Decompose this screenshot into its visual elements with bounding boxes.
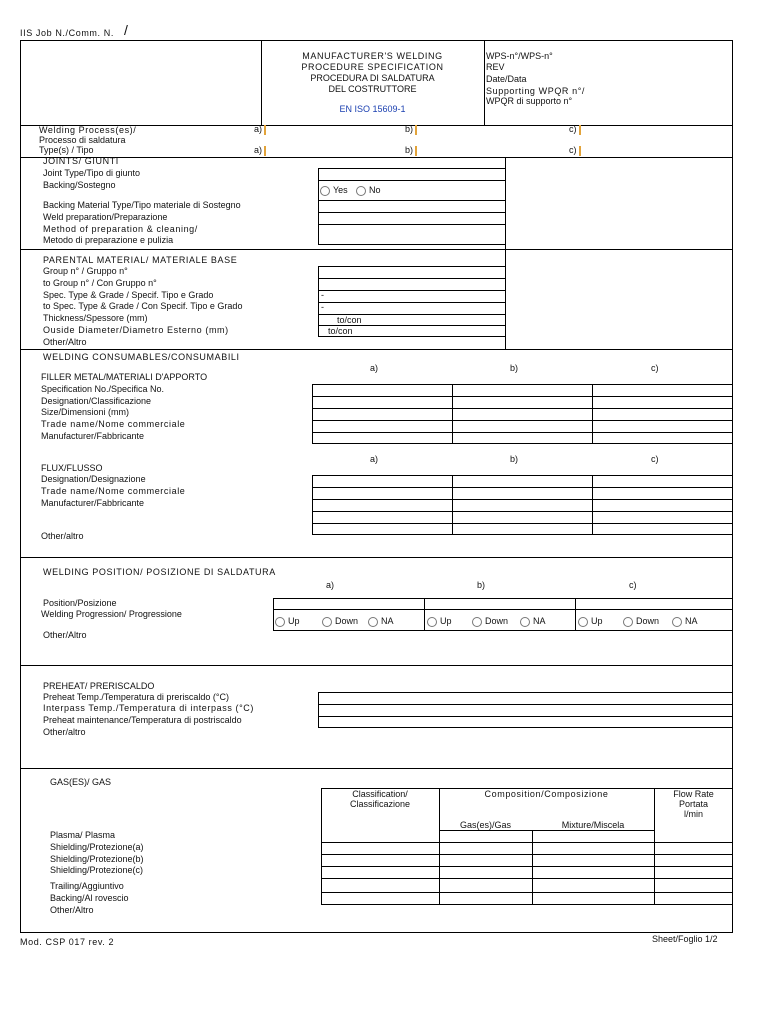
radio-icon bbox=[322, 617, 332, 627]
radio-icon bbox=[623, 617, 633, 627]
spec-type-field[interactable]: - bbox=[318, 290, 506, 303]
progression-label: Welding Progression/ Progressione bbox=[41, 609, 182, 619]
radio-icon bbox=[368, 617, 378, 627]
size-label: Size/Dimensioni (mm) bbox=[41, 407, 130, 417]
filler-col-a: a) bbox=[370, 363, 379, 373]
joint-type-label: Joint Type/Tipo di giunto bbox=[43, 168, 141, 178]
gas-row-other: Other/Altro bbox=[50, 905, 94, 915]
specification-label: Specification No./Specifica No. bbox=[41, 384, 165, 394]
gas-col-gases: Gas(es)/Gas bbox=[459, 820, 511, 830]
position-label: Position/Posizione bbox=[43, 598, 117, 608]
title-line-1: MANUFACTURER'S WELDING bbox=[302, 51, 443, 61]
filler-grid[interactable] bbox=[312, 384, 733, 444]
flux-manufacturer-label: Manufacturer/Fabbricante bbox=[41, 498, 145, 508]
process-field-c[interactable]: c) bbox=[569, 124, 582, 135]
position-col-c: c) bbox=[629, 580, 637, 590]
radio-icon bbox=[672, 617, 682, 627]
welding-process-label-it: Processo di saldatura bbox=[39, 135, 126, 145]
filler-col-c: c) bbox=[651, 363, 659, 373]
form-code: Mod. CSP 017 rev. 2 bbox=[20, 937, 115, 947]
job-slash: / bbox=[124, 22, 128, 38]
radio-icon bbox=[520, 617, 530, 627]
backing-material-label: Backing Material Type/Tipo materiale di Sostegno bbox=[43, 200, 241, 210]
progression-a-down[interactable]: Down bbox=[322, 616, 358, 627]
group-label: Group n° / Gruppo n° bbox=[43, 266, 128, 276]
type-field-a[interactable]: a) bbox=[254, 145, 267, 156]
sheet-number: Sheet/Foglio 1/2 bbox=[652, 934, 718, 944]
type-field-b[interactable]: b) bbox=[405, 145, 418, 156]
title-line-3: PROCEDURA DI SALDATURA bbox=[310, 73, 435, 83]
method-preparation-label: Method of preparation & cleaning/ bbox=[43, 224, 198, 234]
weld-preparation-label: Weld preparation/Preparazione bbox=[43, 212, 168, 222]
type-label: Type(s) / Tipo bbox=[39, 145, 94, 155]
gas-col-flow-it: Portata bbox=[678, 799, 709, 809]
outside-diameter-label: Ouside Diameter/Diametro Esterno (mm) bbox=[43, 325, 229, 335]
preheat-heading: PREHEAT/ PRERISCALDO bbox=[43, 681, 155, 691]
flux-col-a: a) bbox=[370, 454, 379, 464]
parent-material-heading: PARENTAL MATERIAL/ MATERIALE BASE bbox=[43, 255, 238, 265]
gas-col-flow: Flow Rate bbox=[673, 789, 714, 799]
radio-icon bbox=[275, 617, 285, 627]
welding-process-label: Welding Process(es)/ bbox=[39, 125, 137, 135]
gas-heading: GAS(ES)/ GAS bbox=[50, 777, 112, 787]
gas-row-backing: Backing/Al rovescio bbox=[50, 893, 129, 903]
title-line-2: PROCEDURE SPECIFICATION bbox=[301, 62, 444, 72]
gas-col-composition: Composition/Composizione bbox=[484, 789, 609, 799]
progression-c-na[interactable]: NA bbox=[672, 616, 698, 627]
interpass-temp-label: Interpass Temp./Temperatura di interpass (°C) bbox=[43, 703, 255, 713]
progression-b-up[interactable]: Up bbox=[427, 616, 452, 627]
method-preparation-label-it: Metodo di preparazione e pulizia bbox=[43, 235, 174, 245]
supporting-wpqr-label-it: WPQR di supporto n° bbox=[486, 96, 573, 106]
progression-b-na[interactable]: NA bbox=[520, 616, 546, 627]
flux-col-b: b) bbox=[510, 454, 519, 464]
consumables-heading: WELDING CONSUMABLES/CONSUMABILI bbox=[43, 352, 240, 362]
title-line-4: DEL COSTRUTTORE bbox=[328, 84, 417, 94]
gas-row-shielding-b: Shielding/Protezione(b) bbox=[50, 854, 144, 864]
progression-a-na[interactable]: NA bbox=[368, 616, 394, 627]
backing-label: Backing/Sostegno bbox=[43, 180, 116, 190]
radio-icon bbox=[578, 617, 588, 627]
position-col-b: b) bbox=[477, 580, 486, 590]
gas-row-shielding-a: Shielding/Protezione(a) bbox=[50, 842, 144, 852]
process-field-b[interactable]: b) bbox=[405, 124, 418, 135]
gas-col-mixture: Mixture/Miscela bbox=[561, 820, 625, 830]
parent-other-label: Other/Altro bbox=[43, 337, 87, 347]
gas-row-shielding-c: Shielding/Protezione(c) bbox=[50, 865, 144, 875]
gas-col-classification-it: Classificazione bbox=[349, 799, 411, 809]
gas-col-classification: Classification/ bbox=[352, 789, 408, 799]
position-col-a: a) bbox=[326, 580, 335, 590]
progression-a-up[interactable]: Up bbox=[275, 616, 300, 627]
position-other-label: Other/Altro bbox=[43, 630, 87, 640]
supporting-wpqr-label: Supporting WPQR n°/ bbox=[486, 86, 586, 96]
gas-row-plasma: Plasma/ Plasma bbox=[50, 830, 116, 840]
preheat-grid[interactable] bbox=[318, 692, 733, 728]
manufacturer-label: Manufacturer/Fabbricante bbox=[41, 431, 145, 441]
thickness-field[interactable]: to/con bbox=[318, 314, 506, 326]
job-number-label: IIS Job N./Comm. N. bbox=[20, 28, 114, 38]
type-field-c[interactable]: c) bbox=[569, 145, 582, 156]
consumables-other-label: Other/altro bbox=[41, 531, 84, 541]
joints-heading: JOINTS/ GIUNTI bbox=[43, 156, 119, 166]
radio-icon bbox=[427, 617, 437, 627]
preheat-temp-label: Preheat Temp./Temperatura di preriscaldo (°C) bbox=[43, 692, 230, 702]
progression-b-down[interactable]: Down bbox=[472, 616, 508, 627]
flux-trade-name-label: Trade name/Nome commerciale bbox=[41, 486, 186, 496]
flux-grid[interactable] bbox=[312, 475, 733, 535]
filler-col-b: b) bbox=[510, 363, 519, 373]
gas-row-trailing: Trailing/Aggiuntivo bbox=[50, 881, 124, 891]
rev-label: REV bbox=[486, 62, 505, 72]
preheat-other-label: Other/altro bbox=[43, 727, 86, 737]
progression-c-up[interactable]: Up bbox=[578, 616, 603, 627]
flux-col-c: c) bbox=[651, 454, 659, 464]
preheat-maintenance-label: Preheat maintenance/Temperatura di postriscaldo bbox=[43, 715, 242, 725]
position-heading: WELDING POSITION/ POSIZIONE DI SALDATURA bbox=[43, 567, 276, 577]
radio-icon bbox=[356, 186, 366, 196]
method-preparation-field[interactable] bbox=[318, 224, 506, 245]
standard-label: EN ISO 15609-1 bbox=[339, 104, 406, 114]
radio-icon bbox=[472, 617, 482, 627]
to-spec-type-label: to Spec. Type & Grade / Con Specif. Tipo e Grado bbox=[43, 301, 243, 311]
progression-c-down[interactable]: Down bbox=[623, 616, 659, 627]
gas-col-flow-unit: l/min bbox=[683, 809, 703, 819]
to-spec-type-field[interactable]: - bbox=[318, 302, 506, 315]
process-field-a[interactable]: a) bbox=[254, 124, 267, 135]
flux-designation-label: Designation/Designazione bbox=[41, 474, 146, 484]
thickness-label: Thickness/Spessore (mm) bbox=[43, 313, 148, 323]
date-label: Date/Data bbox=[486, 74, 527, 84]
radio-icon bbox=[320, 186, 330, 196]
backing-no-option[interactable]: No bbox=[356, 185, 381, 196]
designation-label: Designation/Classificazione bbox=[41, 396, 152, 406]
to-group-label: to Group n° / Con Gruppo n° bbox=[43, 278, 157, 288]
flux-heading: FLUX/FLUSSO bbox=[41, 463, 103, 473]
wps-number-label: WPS-n°/WPS-n° bbox=[486, 51, 553, 61]
trade-name-label: Trade name/Nome commerciale bbox=[41, 419, 186, 429]
filler-metal-heading: FILLER METAL/MATERIALI D'APPORTO bbox=[41, 372, 208, 382]
backing-yes-option[interactable]: Yes bbox=[320, 185, 348, 196]
spec-type-label: Spec. Type & Grade / Specif. Tipo e Grado bbox=[43, 290, 214, 300]
outside-diameter-field[interactable]: to/con bbox=[318, 325, 506, 337]
